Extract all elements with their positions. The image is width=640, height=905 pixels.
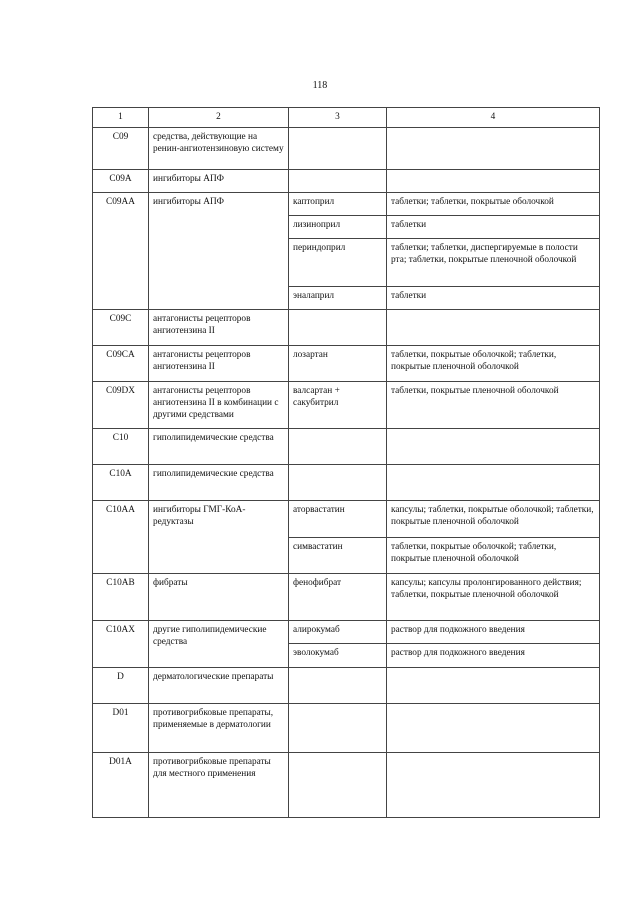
table-row [93,346,600,382]
drug-name-cell [289,170,387,193]
table-row [93,621,600,644]
dosage-form-cell [387,310,600,346]
dosage-form-cell: таблетки, покрытые оболочкой; таблетки, покрытые пленочной оболочкой [387,346,600,382]
header-cell-form: 4 [387,108,600,128]
group-name-cell: ингибиторы ГМГ-КоА-редуктазы [149,501,289,574]
atc-code-cell: C09AA [93,193,149,310]
page-number: 118 [312,80,328,91]
group-name-cell: антагонисты рецепторов ангиотензина II [149,310,289,346]
atc-code-cell: C10A [93,465,149,501]
dosage-form-cell [387,668,600,704]
group-name-cell: другие гиполипидемические средства [149,621,289,668]
group-name-cell: ингибиторы АПФ [149,193,289,310]
drug-name-cell: симвастатин [289,538,387,574]
drug-name-cell [289,310,387,346]
drug-name-cell: эволокумаб [289,644,387,668]
table-row [93,704,600,753]
atc-code-cell: C09C [93,310,149,346]
drug-name-cell [289,753,387,818]
drug-name-cell [289,128,387,170]
dosage-form-cell: раствор для подкожного введения [387,621,600,644]
header-cell-code: 1 [93,108,149,128]
drug-name-cell: лозартан [289,346,387,382]
group-name-cell: гиполипидемические средства [149,465,289,501]
drug-name-cell [289,429,387,465]
atc-code-cell: D [93,668,149,704]
drug-name-cell: валсартан + сакубитрил [289,382,387,429]
dosage-form-cell [387,429,600,465]
table-row [93,429,600,465]
dosage-form-cell [387,465,600,501]
atc-code-cell: C10AX [93,621,149,668]
table-row [93,668,600,704]
table-body [93,108,600,818]
dosage-form-cell: таблетки [387,287,600,310]
table-row [93,170,600,193]
group-name-cell: антагонисты рецепторов ангиотензина II в комбинации с другими средствами [149,382,289,429]
table-row [93,310,600,346]
atc-code-cell: C09CA [93,346,149,382]
table-row [93,193,600,216]
drug-name-cell [289,668,387,704]
dosage-form-cell: таблетки; таблетки, диспергируемые в полости рта; таблетки, покрытые пленочной оболочкой [387,239,600,287]
drug-name-cell [289,704,387,753]
dosage-form-cell: капсулы; капсулы пролонгированного действия; таблетки, покрытые пленочной оболочкой [387,574,600,621]
group-name-cell: ингибиторы АПФ [149,170,289,193]
atc-code-cell: C10AA [93,501,149,574]
drug-name-cell: каптоприл [289,193,387,216]
table-row [93,753,600,818]
drug-name-cell: фенофибрат [289,574,387,621]
atc-code-cell: C09 [93,128,149,170]
dosage-form-cell: таблетки, покрытые пленочной оболочкой [387,382,600,429]
atc-code-cell: C09A [93,170,149,193]
group-name-cell: фибраты [149,574,289,621]
table-row [93,501,600,538]
header-cell-group: 2 [149,108,289,128]
atc-code-cell: C10 [93,429,149,465]
dosage-form-cell: таблетки [387,216,600,239]
dosage-form-cell [387,170,600,193]
header-cell-drug: 3 [289,108,387,128]
table-row [93,465,600,501]
dosage-form-cell: таблетки, покрытые оболочкой; таблетки, покрытые пленочной оболочкой [387,538,600,574]
atc-code-cell: D01 [93,704,149,753]
drug-name-cell: лизиноприл [289,216,387,239]
medication-table [92,107,600,818]
group-name-cell: антагонисты рецепторов ангиотензина II [149,346,289,382]
dosage-form-cell [387,704,600,753]
atc-code-cell: C09DX [93,382,149,429]
group-name-cell: противогрибковые препараты, применяемые в дерматологии [149,704,289,753]
dosage-form-cell [387,753,600,818]
group-name-cell: средства, действующие на ренин-ангиотензиновую систему [149,128,289,170]
table-header-row [93,108,600,128]
drug-name-cell: алирокумаб [289,621,387,644]
dosage-form-cell: раствор для подкожного введения [387,644,600,668]
drug-name-cell: периндоприл [289,239,387,287]
drug-name-cell: эналаприл [289,287,387,310]
dosage-form-cell [387,128,600,170]
atc-code-cell: D01A [93,753,149,818]
group-name-cell: гиполипидемические средства [149,429,289,465]
table-row [93,574,600,621]
group-name-cell: дерматологические препараты [149,668,289,704]
table-row [93,382,600,429]
dosage-form-cell: таблетки; таблетки, покрытые оболочкой [387,193,600,216]
atc-code-cell: C10AB [93,574,149,621]
drug-name-cell [289,465,387,501]
dosage-form-cell: капсулы; таблетки, покрытые оболочкой; таблетки, покрытые пленочной оболочкой [387,501,600,538]
group-name-cell: противогрибковые препараты для местного применения [149,753,289,818]
drug-name-cell: аторвастатин [289,501,387,538]
table-row [93,128,600,170]
